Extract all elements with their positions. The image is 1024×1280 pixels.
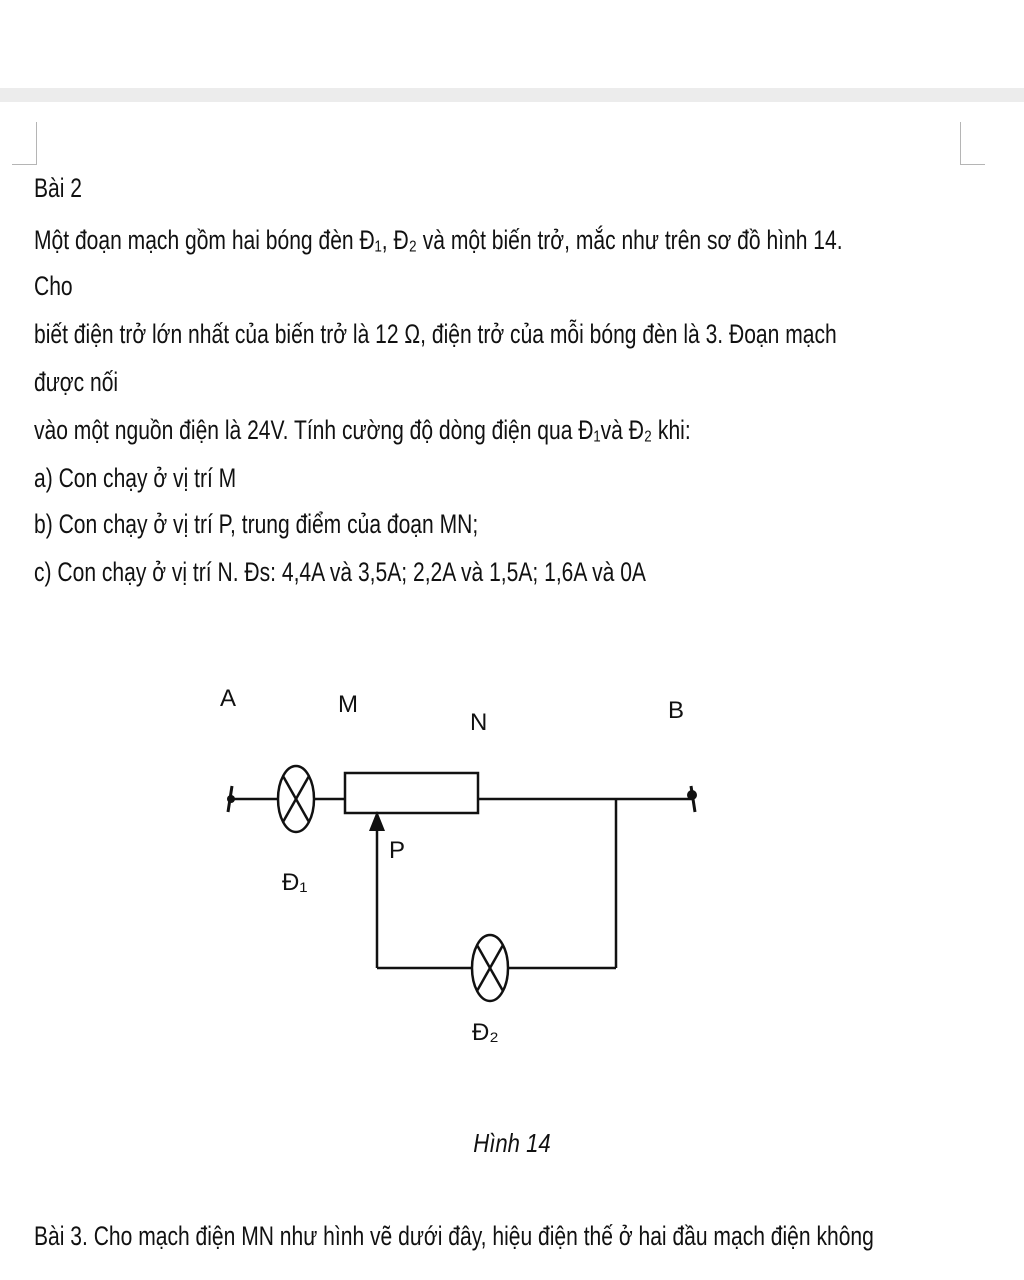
page-margin-corner-left: [12, 122, 37, 165]
figure-caption: Hình 14: [473, 1128, 551, 1158]
circuit-diagram: [0, 660, 1024, 1080]
problem-line-4: được nối: [34, 367, 119, 397]
label-d2: Đ₂: [472, 1019, 499, 1046]
problem-line-1: Một đoạn mạch gồm hai bóng đèn Đ₁, Đ₂ và một biến trở, mắc như trên sơ đồ hình 14.: [34, 225, 843, 255]
problem-part-b: b) Con chạy ở vị trí P, trung điểm của đoạn MN;: [34, 509, 479, 539]
page-margin-corner-right: [960, 122, 985, 165]
label-a: A: [220, 685, 237, 712]
problem-line-5: vào một nguồn điện là 24V. Tính cường độ dòng điện qua Đ₁và Đ₂ khi:: [34, 415, 691, 445]
rheostat-resistor: [345, 773, 478, 813]
problem-heading: Bài 2: [34, 173, 83, 203]
problem-line-2: Cho: [34, 271, 73, 301]
label-m: M: [338, 691, 358, 718]
lamp-d2-icon: [472, 935, 508, 1001]
problem-line-3: biết điện trở lớn nhất của biến trở là 12 Ω, điện trở của mỗi bóng đèn là 3. Đoạn mạch: [34, 319, 837, 349]
label-p: P: [389, 837, 406, 864]
next-problem-line: Bài 3. Cho mạch điện MN như hình vẽ dưới đây, hiệu điện thế ở hai đầu mạch điện không: [34, 1221, 874, 1251]
label-b: B: [668, 697, 685, 724]
label-n: N: [470, 709, 488, 736]
page-top-divider: [0, 88, 1024, 102]
lamp-d1-icon: [278, 766, 314, 832]
problem-part-a: a) Con chạy ở vị trí M: [34, 463, 237, 493]
problem-part-c: c) Con chạy ở vị trí N. Đs: 4,4A và 3,5A; 2,2A và 1,5A; 1,6A và 0A: [34, 557, 646, 587]
label-d1: Đ₁: [282, 869, 308, 896]
